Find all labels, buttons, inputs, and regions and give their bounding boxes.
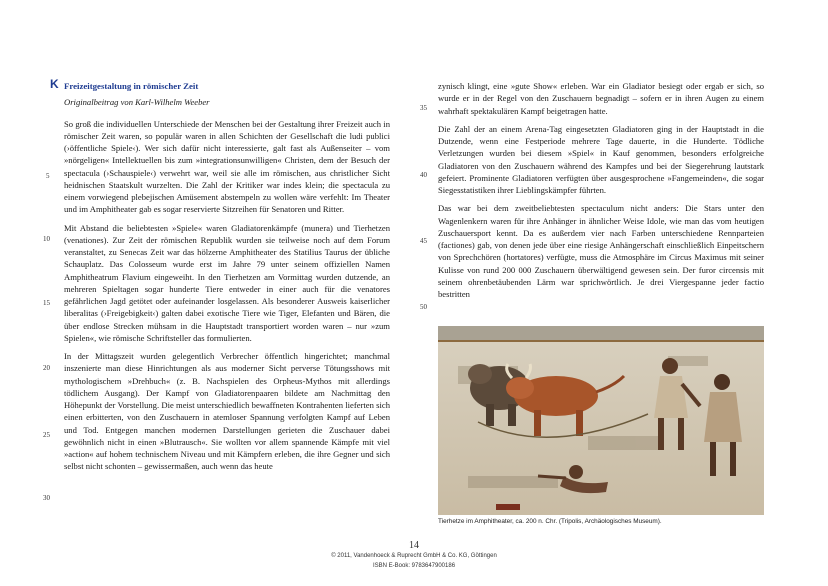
footer-copyright: © 2011, Vandenhoeck & Ruprecht GmbH & Co. KG, Göttingen (331, 553, 497, 559)
right-column (438, 80, 764, 306)
line-number: 30 (43, 494, 50, 502)
line-number: 50 (420, 303, 427, 311)
mosaic-image (438, 326, 764, 515)
line-number: 10 (43, 235, 50, 243)
line-number: 20 (43, 364, 50, 372)
image-caption: Tierhetze im Amphitheater, ca. 200 n. Chr. (Tripolis, Archäologisches Museum). (438, 518, 662, 525)
line-number: 15 (43, 299, 50, 307)
paragraph: Die Zahl der an einem Arena-Tag eingesetzten Gladiatoren ging in der Hauptstadt in die Dutzende, wenn eine Festperiode mehrere Tage dauerte, in die Hunderte. Tödliche Verletzungen wurden bei diesem »Spiel« in Kauf genommen, besonders erfolgreiche Gladiatoren von den Zuschauern während des Kampfes und bei der Siegerehrung lautstark gefeiert. Prominente Gladiatoren verfügten über ausgesprochene »Fangemeinden«, die sogar Siegesstatistiken ihrer Lieblingskämpfer führten. (438, 123, 764, 195)
line-number: 5 (46, 172, 50, 180)
paragraph: So groß die individuellen Unterschiede der Menschen bei der Gestaltung ihrer Freizeit auch in römischer Zeit waren, so populär waren in allen Schichten der Gesellschaft die ludi publici (›öffentliche Spiele‹). Wer sich dafür nicht interessierte, galt fast als Außenseiter – vom »nörgeligen« Intellektuellen bis zum »integrationsunwilligen« Christen, dem der Besuch der spectacula (›Schauspiele‹) verwehrt war, weil sie alle im römischen, aus christlicher Sicht heidnischen Staatskult wurzelten. Die Zahl der Kritiker war indes klein; die spectacula zu einem vorwiegend plebejischen Amüsement abstempeln zu wollen wäre verfehlt: Im Theater und im Amphitheater gab es sogar reservierte Sitzreihen für Senatoren und Ritter. (64, 118, 390, 215)
line-number: 45 (420, 237, 427, 245)
line-number: 25 (43, 431, 50, 439)
paragraph: In der Mittagszeit wurden gelegentlich Verbrecher öffentlich hingerichtet; manchmal inszenierte man diese Hinrichtungen als aus moderner Sicht perverse Tötungsshows mit mythologischem »Drehbuch« (z. B. Nachspielen des Orpheus-Mythos mit allerdings tödlichem Ausgang). Der Kampf von Gladiatorenpaaren bildete am Nachmittag den Höhepunkt der Vorstellung. Die meist unterschiedlich bewaffneten Kontrahenten lieferten sich einen erbitterten, von den Zuschauern in atemloser Spannung verfolgten Kampf auf Leben und Tod. Entgegen manchen modernen Darstellungen gerieten die Zuschauer dabei gewöhnlich nicht in einen »Blutrausch«. Sie wollten vor allem spannende Kämpfe mit viel »action« auf hohem technischem Niveau und mit Kämpfern erleben, die ihre Gegner und sich selbst nicht schonten – gewissermaßen, auch wenn das heute (64, 351, 390, 472)
footer-isbn: ISBN E-Book: 9783647900186 (372, 563, 456, 569)
line-number: 40 (420, 171, 427, 179)
page-number: 14 (409, 540, 419, 551)
paragraph: Das war bei dem zweitbeliebtesten spectaculum nicht anders: Die Stars unter den Wagenlenkern waren für ihre Anhänger in ähnlicher Weise Idole, wie man das vom heutigen Zuschauersport kennt. Da es außerdem vier nach Farben unterschiedene Rennparteien (factiones) gab, von denen jede über eine riesige Anhängerschaft einschließlich Einpeitschern von Sprechchören (hortatores) verfügte, muss die Atmosphäre im Circus Maximus mit seiner Kulisse von rund 200 000 Zuschauern überwältigend gewesen sein. Der furor circensis mit seinem ohrenbetäubenden Lärm war sprichwörtlich. Je drei Viergespanne jeder factio bestritten (438, 203, 764, 299)
paragraph: Mit Abstand die beliebtesten »Spiele« waren Gladiatorenkämpfe (munera) und Tierhetzen (venationes). Zur Zeit der römischen Republik wurden sie teilweise noch auf dem Forum veranstaltet, zu Senecas Zeit war das hölzerne Amphitheater des Statilius Taurus der übliche Schauplatz. Das Colosseum wurde erst im Jahre 79 unter seinem offiziellen Namen Amphitheatrum Flavium eingeweiht. In den Tierhetzen am Vormittag wurden dutzende, an mehreren Spieltagen sogar hunderte Tiere entweder in einer auch für die venatores gefährlichen Jagd getötet oder aufeinander losgelassen. Als besonderer Ausweis kaiserlicher liberalitas (›Freigebigkeit‹) galten dabei exotische Tiere wie Tiger, Elefanten und Bären, die über endlose Strecken mühsam in die Hauptstadt transportiert worden waren – nur »zum Spielen«, wie römische Schriftsteller das formulierten. (64, 222, 390, 343)
article-author: Originalbeitrag von Karl-Wilhelm Weeber (64, 97, 210, 108)
article-title: Freizeitgestaltung in römischer Zeit (64, 81, 199, 91)
line-number: 35 (420, 104, 427, 112)
section-marker: K (50, 77, 59, 91)
paragraph: zynisch klingt, eine »gute Show« erleben. War ein Gladiator besiegt oder ergab er sich, so wurde er in der Regel von den Zuschauern begnadigt – sofern er in ihren Augen zu einem wahrhaft spektakulären Kampf beigetragen hatte. (438, 81, 764, 116)
left-column (64, 80, 390, 479)
